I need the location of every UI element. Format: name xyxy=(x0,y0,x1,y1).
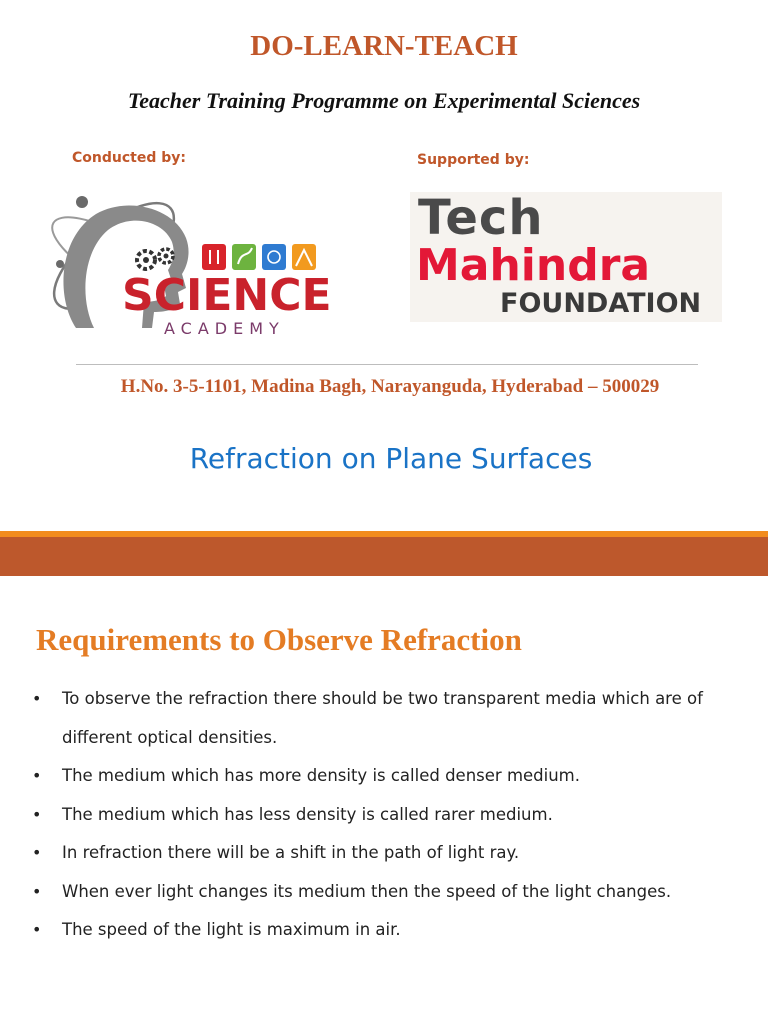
bullet-text: The speed of the light is maximum in air. xyxy=(62,920,401,939)
section-band xyxy=(0,537,768,576)
page-subtitle: Teacher Training Programme on Experimental Sciences xyxy=(127,88,641,113)
divider xyxy=(76,364,698,365)
list-item xyxy=(32,680,742,757)
science-wordmark: SCIENCE xyxy=(122,270,332,321)
address-text: H.No. 3-5-1101, Madina Bagh, Narayanguda, Hyderabad – 500029 xyxy=(120,376,660,397)
list-item xyxy=(32,796,742,835)
bullet-icon: • xyxy=(32,766,42,785)
tech-wordmark: Tech xyxy=(418,190,544,246)
list-item xyxy=(32,834,742,873)
bullet-icon: • xyxy=(32,920,42,939)
page-title: DO-LEARN-TEACH xyxy=(250,30,518,62)
list-item xyxy=(32,757,742,796)
topic-title: Refraction on Plane Surfaces xyxy=(189,442,593,475)
science-academy-logo-graphic xyxy=(36,178,352,338)
foundation-wordmark: FOUNDATION xyxy=(500,288,702,319)
supported-by-label: Supported by: xyxy=(417,152,530,168)
bullet-text: To observe the refraction there should be two transparent media which are of different optical densities. xyxy=(62,689,703,747)
bullet-text: In refraction there will be a shift in the path of light ray. xyxy=(62,843,520,862)
bullet-icon: • xyxy=(32,689,42,708)
mahindra-wordmark: Mahindra xyxy=(416,240,651,291)
list-item xyxy=(32,873,742,912)
science-academy-logo xyxy=(36,178,352,338)
section-heading: Requirements to Observe Refraction xyxy=(36,622,522,657)
list-item xyxy=(32,911,742,950)
bullet-icon: • xyxy=(32,804,42,824)
academy-wordmark: ACADEMY xyxy=(164,319,285,338)
conducted-by-label: Conducted by: xyxy=(72,150,186,166)
bullet-text: The medium which has less density is called rarer medium. xyxy=(62,804,553,824)
bullet-icon: • xyxy=(32,843,42,862)
bullet-text: When ever light changes its medium then the speed of the light changes. xyxy=(62,881,672,901)
bullet-icon: • xyxy=(32,881,42,901)
bullet-list xyxy=(32,680,742,950)
bullet-text: The medium which has more density is called denser medium. xyxy=(62,766,581,785)
tech-mahindra-foundation-logo xyxy=(410,192,722,322)
